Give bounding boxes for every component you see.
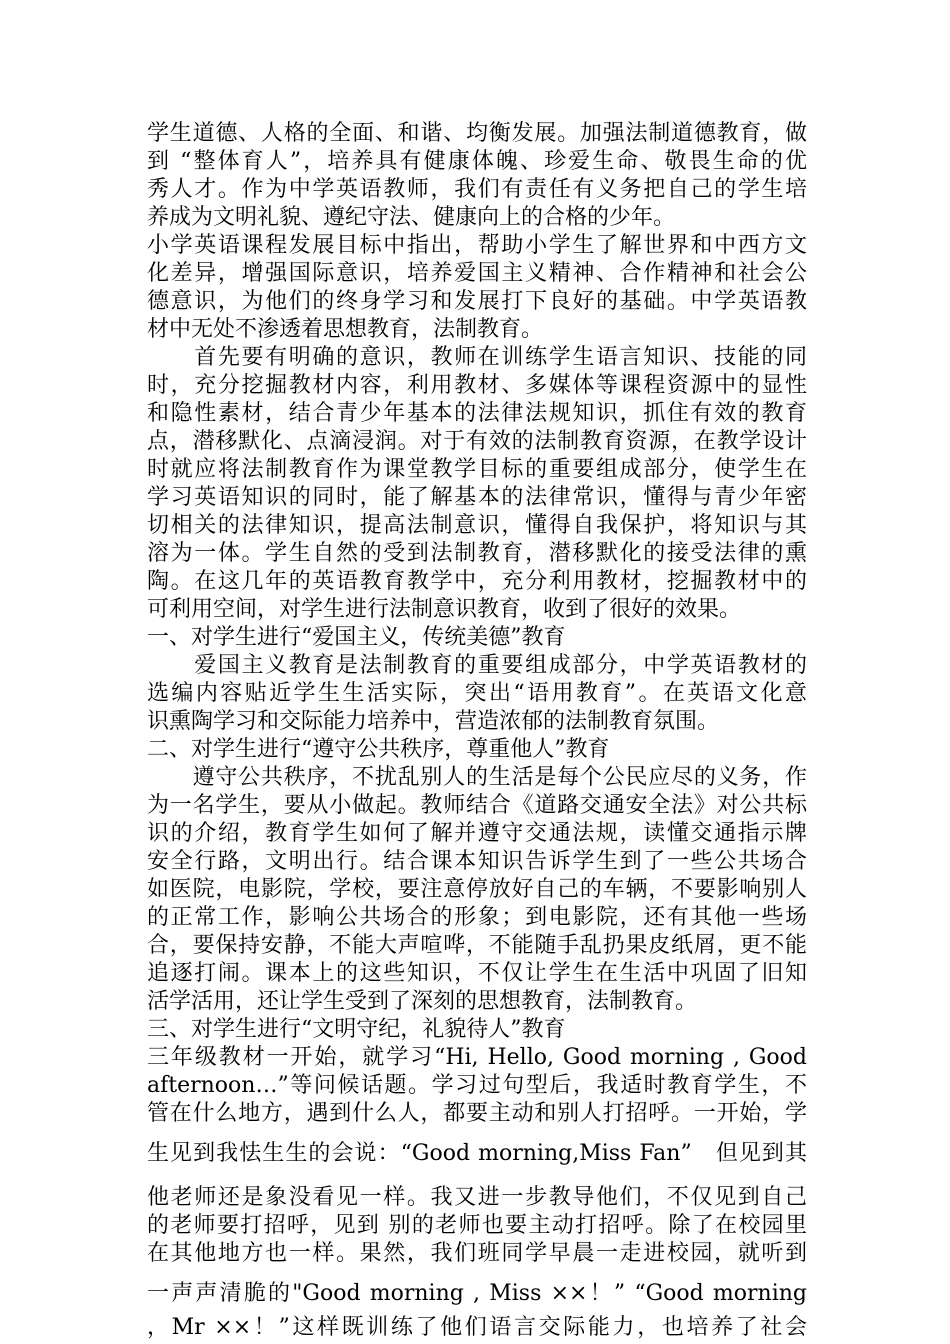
text-line: 管在什么地方，遇到什么人，都要主动和别人打招呼。一开始，学 bbox=[147, 1101, 807, 1126]
text-line: 的正常工作，影响公共场合的形象；到电影院，还有其他一些场 bbox=[147, 905, 807, 930]
text-line: 秀人才。作为中学英语教师，我们有责任有义务把自己的学生培 bbox=[147, 177, 807, 202]
text-line: 安全行路，文明出行。结合课本知识告诉学生到了一些公共场合 bbox=[147, 849, 807, 874]
text-line: 小学英语课程发展目标中指出，帮助小学生了解世界和中西方文 bbox=[147, 233, 807, 258]
text-line: 化差异，增强国际意识，培养爱国主义精神、合作精神和社会公 bbox=[147, 261, 807, 286]
text-line: 如医院，电影院，学校，要注意停放好自己的车辆，不要影响别人 bbox=[147, 877, 807, 902]
text-line: 合，要保持安静，不能大声喧哗，不能随手乱扔果皮纸屑，更不能 bbox=[147, 933, 807, 958]
text-line: 生见到我怯生生的会说：“Good morning,Miss Fan” 但见到其 bbox=[147, 1141, 807, 1166]
text-line: 活学活用，还让学生受到了深刻的思想教育，法制教育。 bbox=[147, 989, 698, 1014]
text-line: 在其他地方也一样。果然，我们班同学早晨一走进校园，就听到 bbox=[147, 1241, 807, 1266]
text-line: 学生道德、人格的全面、和谐、均衡发展。加强法制道德教育，做 bbox=[147, 121, 807, 146]
text-line: 切相关的法律知识，提高法制意识，懂得自我保护，将知识与其 bbox=[147, 513, 807, 538]
text-line: 时就应将法制教育作为课堂教学目标的重要组成部分，使学生在 bbox=[147, 457, 807, 482]
text-line: 一声声清脆的"Good morning , Miss ××！” “Good morning bbox=[147, 1281, 807, 1306]
text-line: 的老师要打招呼，见到 别的老师也要主动打招呼。除了在校园里 bbox=[147, 1213, 807, 1238]
section-heading: 一、对学生进行“爱国主义，传统美德”教育 bbox=[147, 625, 566, 650]
text-line: 材中无处不渗透着思想教育，法制教育。 bbox=[147, 317, 544, 342]
text-line: 学习英语知识的同时，能了解基本的法律常识，懂得与青少年密 bbox=[147, 485, 807, 510]
text-line: 养成为文明礼貌、遵纪守法、健康向上的合格的少年。 bbox=[147, 205, 676, 230]
text-line: 点，潜移默化、点滴浸润。对于有效的法制教育资源，在教学设计 bbox=[147, 429, 807, 454]
text-line: 德意识，为他们的终身学习和发展打下良好的基础。中学英语教 bbox=[147, 289, 807, 314]
text-line: 和隐性素材，结合青少年基本的法律法规知识，抓住有效的教育 bbox=[147, 401, 807, 426]
text-line: 溶为一体。学生自然的受到法制教育，潜移默化的接受法律的熏 bbox=[147, 541, 807, 566]
text-line: 追逐打闹。课本上的这些知识，不仅让学生在生活中巩固了旧知 bbox=[147, 961, 807, 986]
text-line: 可利用空间，对学生进行法制意识教育，收到了很好的效果。 bbox=[147, 597, 742, 622]
text-line: 时，充分挖掘教材内容，利用教材、多媒体等课程资源中的显性 bbox=[147, 373, 807, 398]
text-line: afternoon…”等问候话题。学习过句型后，我适时教育学生，不 bbox=[147, 1073, 807, 1098]
text-line: 首先要有明确的意识，教师在训练学生语言知识、技能的同 bbox=[147, 345, 807, 370]
section-heading: 三、对学生进行“文明守纪，礼貌待人”教育 bbox=[147, 1017, 566, 1042]
section-heading: 二、对学生进行“遵守公共秩序，尊重他人”教育 bbox=[147, 737, 610, 762]
text-line: 三年级教材一开始，就学习“Hi, Hello, Good morning , Good bbox=[147, 1045, 807, 1070]
text-line: 他老师还是象没看见一样。我又进一步教导他们，不仅见到自己 bbox=[147, 1185, 807, 1210]
text-line: 选编内容贴近学生生活实际，突出“语用教育”。在英语文化意 bbox=[147, 681, 807, 706]
text-line: 为一名学生，要从小做起。教师结合《道路交通安全法》对公共标 bbox=[147, 793, 807, 818]
text-line: 爱国主义教育是法制教育的重要组成部分，中学英语教材的 bbox=[147, 653, 807, 678]
text-line: 到 “整体育人”，培养具有健康体魄、珍爱生命、敬畏生命的优 bbox=[147, 149, 807, 174]
text-line: ，Mr ××！”这样既训练了他们语言交际能力，也培养了社会 bbox=[147, 1315, 807, 1340]
text-line: 识熏陶学习和交际能力培养中，营造浓郁的法制教育氛围。 bbox=[147, 709, 720, 734]
text-line: 识的介绍，教育学生如何了解并遵守交通法规，读懂交通指示牌 bbox=[147, 821, 807, 846]
text-line: 陶。在这几年的英语教育教学中，充分利用教材，挖掘教材中的 bbox=[147, 569, 807, 594]
text-line: 遵守公共秩序，不扰乱别人的生活是每个公民应尽的义务，作 bbox=[147, 765, 807, 790]
